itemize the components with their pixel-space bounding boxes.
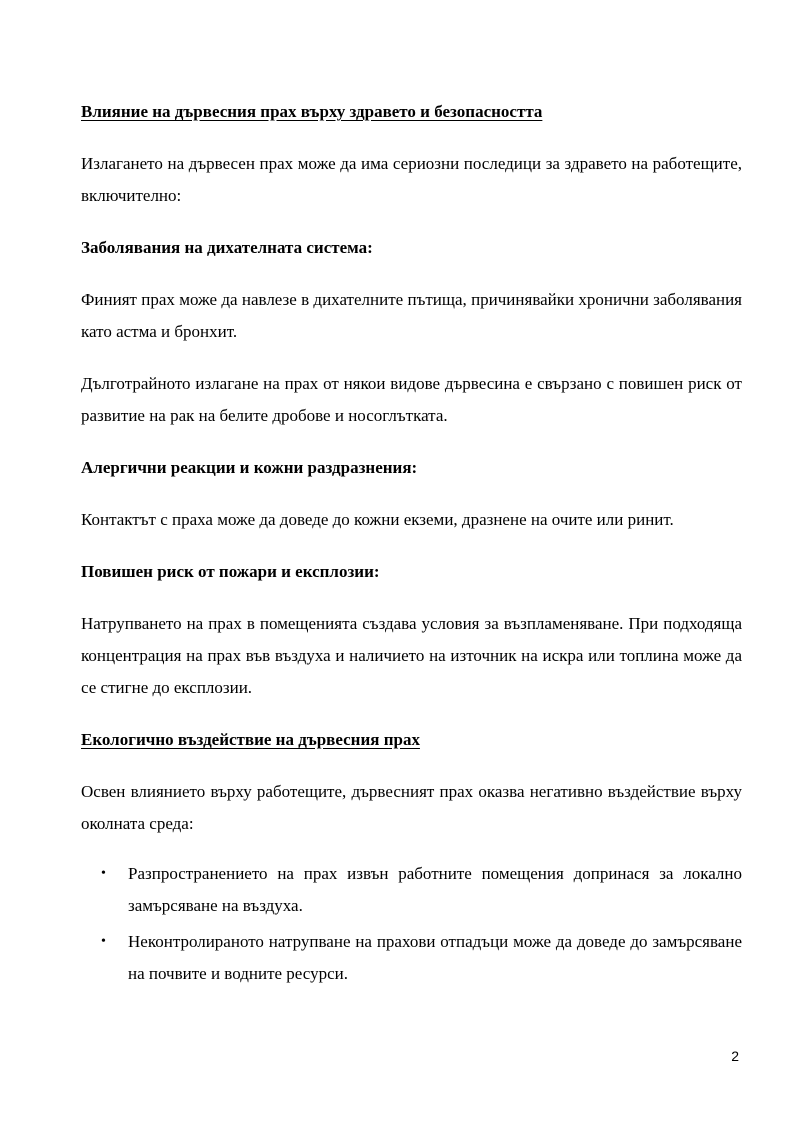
section-heading-ecology: Екологично въздействие на дървесния прах xyxy=(81,730,420,749)
list-item-text: Разпространението на прах извън работните помещения допринася за локално замърсяване на въздуха. xyxy=(128,864,742,915)
paragraph-respiratory-1: Финият прах може да навлезе в дихателните пътища, причинявайки хронични заболявания като астма и бронхит. xyxy=(81,290,742,341)
paragraph-intro-ecology: Освен влиянието върху работещите, дървесният прах оказва негативно въздействие върху околната среда: xyxy=(81,782,742,833)
document-body xyxy=(81,96,742,994)
paragraph-fire: Натрупването на прах в помещенията създава условия за възпламеняване. При подходяща концентрация на прах във въздуха и наличието на източник на искра или топлина може да се стигне до експлозии. xyxy=(81,614,742,697)
page-number: 2 xyxy=(731,1048,739,1064)
paragraph-intro-health: Излагането на дървесен прах може да има сериозни последици за здравето на работещите, включително: xyxy=(81,154,742,205)
paragraph-respiratory-2: Дълготрайното излагане на прах от някои видове дървесина е свързано с повишен риск от развитие на рак на белите дробове и носоглътката. xyxy=(81,374,742,425)
bullet-icon: • xyxy=(101,866,106,881)
list-item xyxy=(81,858,742,922)
bullet-icon: • xyxy=(101,934,106,949)
subheading-respiratory: Заболявания на дихателната система: xyxy=(81,238,373,257)
list-item-text: Неконтролираното натрупване на прахови отпадъци може да доведе до замърсяване на почвите и водните ресурси. xyxy=(128,932,742,983)
list-item xyxy=(81,926,742,990)
paragraph-allergic: Контактът с праха може да доведе до кожни екземи, дразнене на очите или ринит. xyxy=(81,510,674,529)
bullet-list xyxy=(81,858,742,990)
subheading-allergic: Алергични реакции и кожни раздразнения: xyxy=(81,458,418,477)
section-heading-health: Влияние на дървесния прах върху здравето и безопасността xyxy=(81,102,543,121)
subheading-fire: Повишен риск от пожари и експлозии: xyxy=(81,562,380,581)
